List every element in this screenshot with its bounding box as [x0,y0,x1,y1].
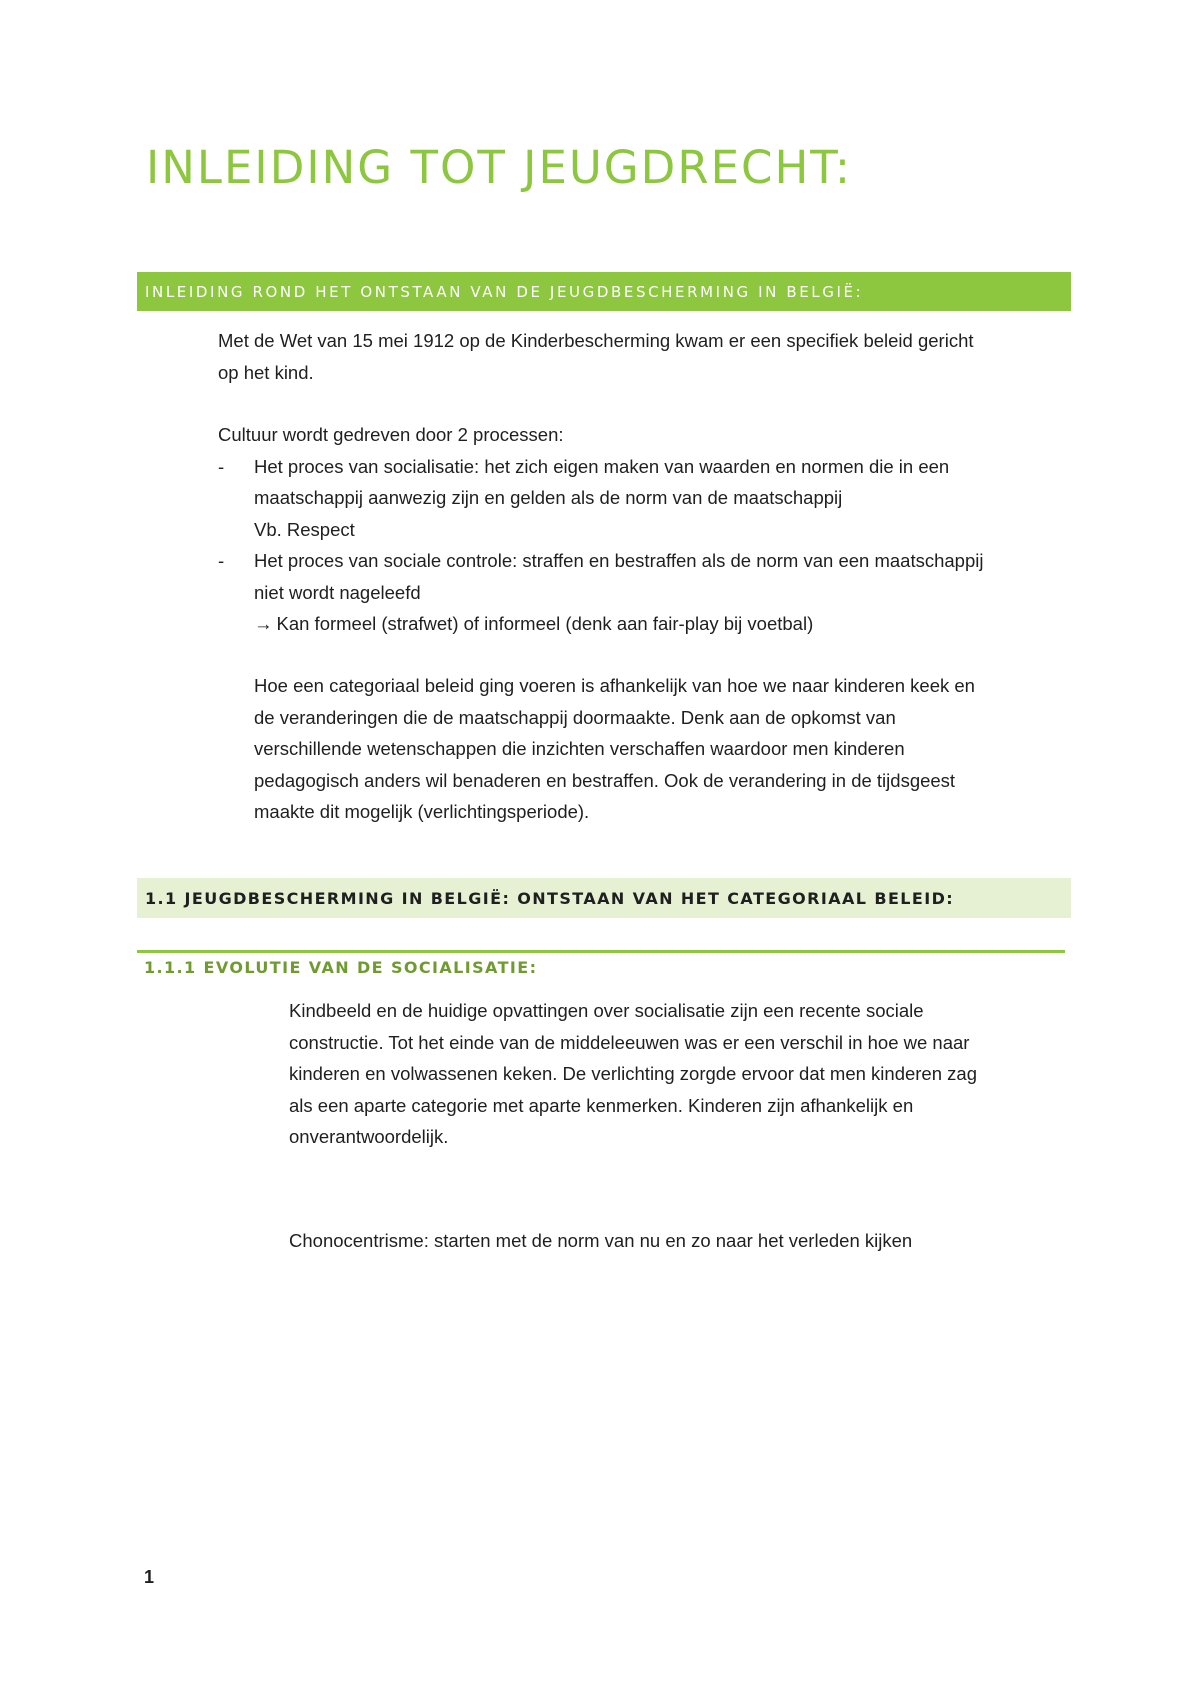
socialisation-paragraph [289,995,1069,1153]
text-line: onverantwoordelijk. [289,1126,449,1147]
section-heading-banner: INLEIDING ROND HET ONTSTAAN VAN DE JEUGDBESCHERMING IN BELGIË: [137,272,1071,311]
text-line: op het kind. [218,361,314,383]
chronocentrism-definition [289,1225,1069,1257]
subsection-heading-banner: 1.1 JEUGDBESCHERMING IN BELGIË: ONTSTAAN VAN HET CATEGORIAAL BELEID: [137,878,1071,918]
bullet-dash: - [218,455,225,477]
text-line: maakte dit mogelijk (verlichtingsperiode). [254,801,590,822]
arrow-line [254,608,1068,640]
intro-paragraph [218,325,1068,388]
text-line: de veranderingen die de maatschappij doormaakte. Denk aan de opkomst van [254,706,896,728]
text-line: pedagogisch anders wil benaderen en bestraffen. Ook de verandering in de tijdsgeest [254,769,956,791]
text-line: Het proces van socialisatie: het zich eigen maken van waarden en normen die in een [254,455,950,477]
document-title: INLEIDING TOT JEUGDRECHT: [146,141,852,194]
text-line: als een aparte categorie met aparte kenmerken. Kinderen zijn afhankelijk en [289,1094,914,1116]
page-number: 1 [144,1567,155,1587]
text-line: kinderen en volwassenen keken. De verlichting zorgde ervoor dat men kinderen zag [289,1063,977,1084]
text-line: Het proces van sociale controle: straffen en bestraffen als de norm van een maatschappij [254,550,984,571]
text-line: Hoe een categoriaal beleid ging voeren is afhankelijk van hoe we naar kinderen keek en [254,675,975,696]
text-line: verschillende wetenschappen die inzichten verschaffen waardoor men kinderen [254,738,905,759]
policy-paragraph [254,670,1069,828]
heading-divider [137,950,1065,953]
list-intro: Cultuur wordt gedreven door 2 processen: [218,424,564,445]
culture-list-block [218,419,1068,640]
text-line: constructie. Tot het einde van de middeleeuwen was er een verschil in hoe we naar [289,1031,970,1053]
text-line: Vb. Respect [254,518,355,540]
text-line: maatschappij aanwezig zijn en gelden als de norm van de maatschappij [254,487,843,508]
subsubsection-heading: 1.1.1 EVOLUTIE VAN DE SOCIALISATIE: [144,958,538,977]
list-item [218,451,1068,546]
text-line: niet wordt nageleefd [254,581,421,603]
text-line: Met de Wet van 15 mei 1912 op de Kinderbescherming kwam er een specifiek beleid gericht [218,330,974,351]
text-line: Chonocentrisme: starten met de norm van nu en zo naar het verleden kijken [289,1230,913,1251]
text-line: Kindbeeld en de huidige opvattingen over socialisatie zijn een recente sociale [289,1000,924,1021]
list-item [218,545,1068,640]
text-line: Kan formeel (strafwet) of informeel (denk aan fair-play bij voetbal) [276,613,814,634]
arrow-right-icon: → [254,613,273,634]
bullet-dash: - [218,550,225,571]
